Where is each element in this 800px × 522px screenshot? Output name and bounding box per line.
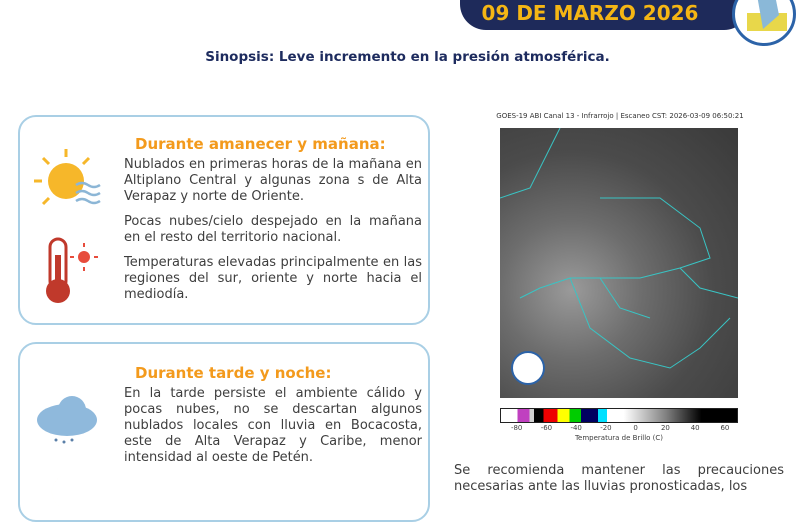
colorbar-ticks bbox=[500, 424, 738, 434]
tick: 20 bbox=[660, 424, 670, 432]
morning-card bbox=[18, 115, 430, 325]
evening-title: Durante tarde y noche: bbox=[135, 364, 332, 382]
rain-cloud-icon bbox=[32, 396, 102, 446]
morning-text bbox=[124, 157, 422, 312]
paragraph: En la tarde persiste el ambiente cálido y pocas nubes, no se descartan algunos nublados locales con lluvia en Bocacosta, este de Alta Verapaz y Caribe, menor intensidad al oeste de Petén. bbox=[124, 386, 422, 465]
thermometer-icon bbox=[40, 235, 100, 307]
tick: -20 bbox=[600, 424, 612, 432]
morning-title: Durante amanecer y mañana: bbox=[135, 135, 386, 153]
paragraph: Pocas nubes/cielo despejado en la mañana en el resto del territorio nacional. bbox=[124, 214, 422, 245]
tick: 0 bbox=[633, 424, 638, 432]
date-banner bbox=[460, 0, 750, 30]
insivumeh-logo bbox=[732, 0, 796, 46]
satellite-title: GOES-19 ABI Canal 13 - Infrarrojo | Escaneo CST: 2026-03-09 06:50:21 bbox=[496, 112, 744, 120]
paragraph: Nublados en primeras horas de la mañana en Altiplano Central y algunas zona s de Alta Verapaz y norte de Oriente. bbox=[124, 157, 422, 204]
colorbar bbox=[500, 408, 738, 423]
tick: -60 bbox=[540, 424, 553, 432]
synopsis: Sinopsis: Leve incremento en la presión atmosférica. bbox=[205, 49, 610, 65]
evening-text bbox=[124, 386, 422, 475]
moon-icon bbox=[42, 472, 82, 512]
sun-haze-icon bbox=[30, 145, 110, 217]
tick: 40 bbox=[690, 424, 700, 432]
tick: -40 bbox=[570, 424, 582, 432]
date: 09 DE MARZO 2026 bbox=[481, 1, 699, 25]
evening-card bbox=[18, 342, 430, 522]
colorbar-label: Temperatura de Brillo (C) bbox=[574, 434, 664, 442]
tick: 60 bbox=[720, 424, 730, 432]
satellite-image bbox=[500, 128, 738, 398]
tick: -80 bbox=[510, 424, 523, 432]
paragraph: Temperaturas elevadas principalmente en las regiones del sur, oriente y norte hacia el mediodía. bbox=[124, 255, 422, 302]
recommendation-text: Se recomienda mantener las precauciones necesarias ante las lluvias pronosticadas, los bbox=[454, 463, 784, 494]
